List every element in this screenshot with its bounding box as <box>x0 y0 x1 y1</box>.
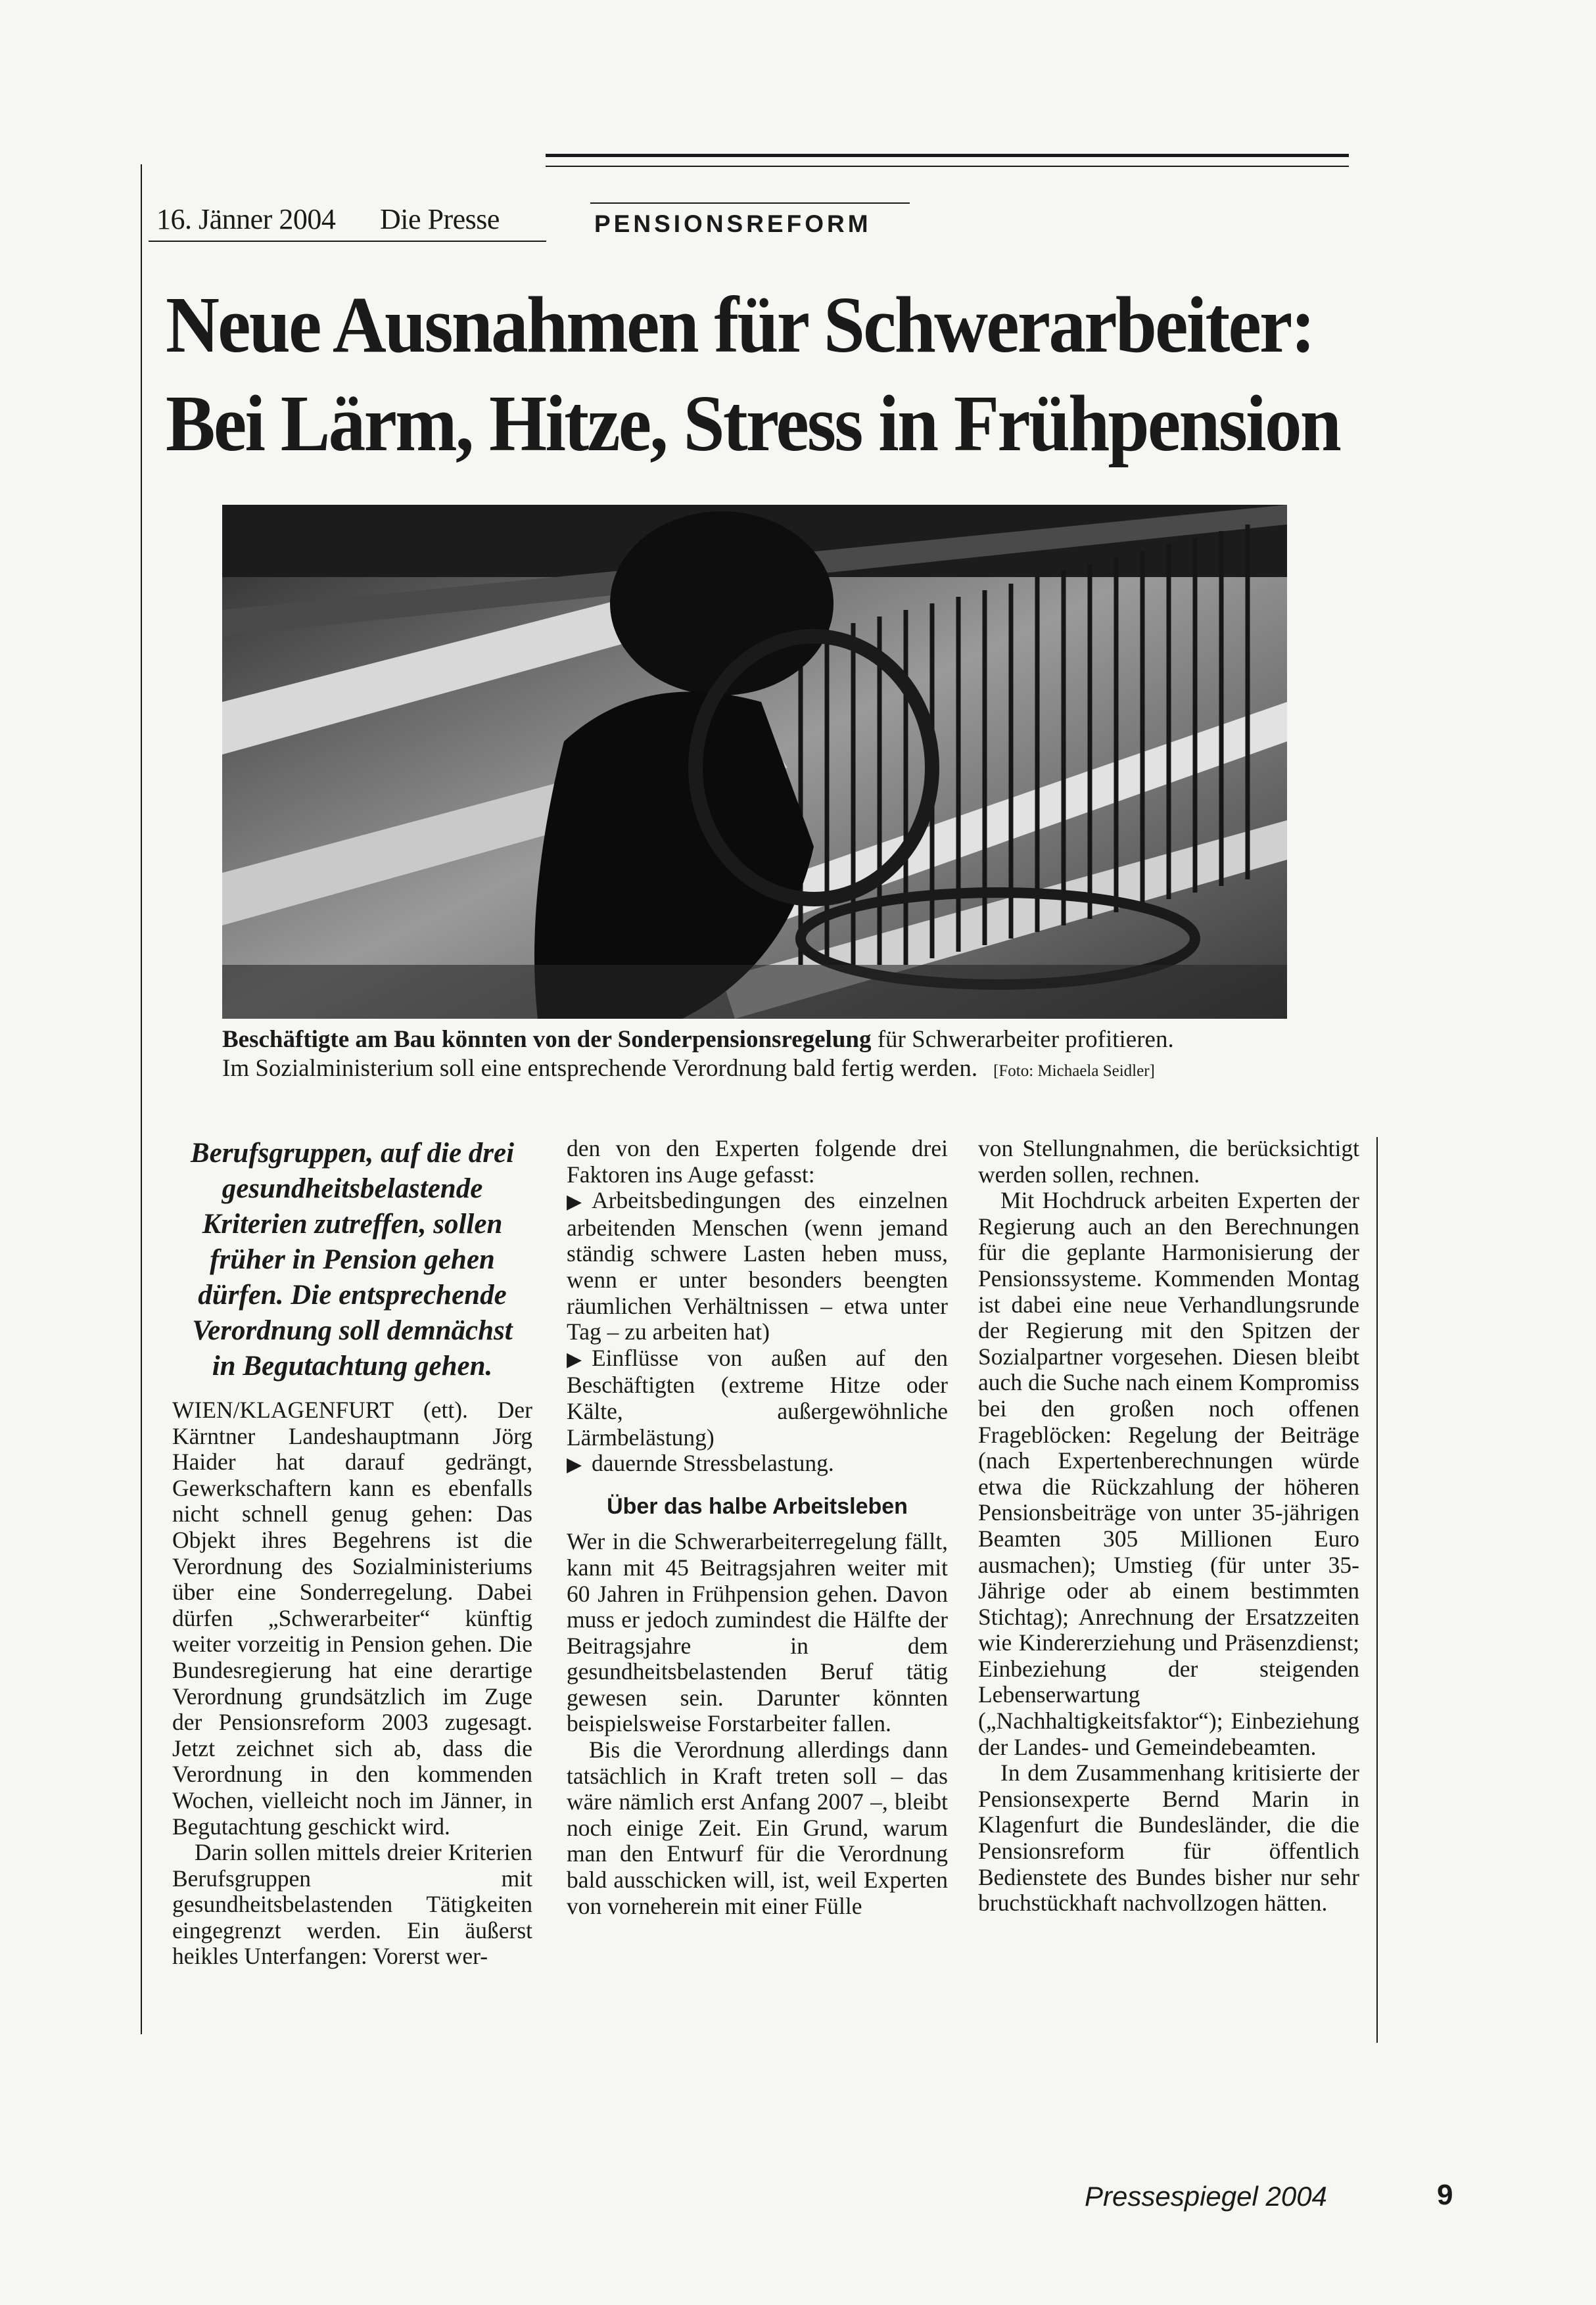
section-tag-overline <box>590 202 910 204</box>
bullet-triangle-icon: ▶ <box>567 1191 582 1213</box>
bullet-text: Einflüsse von außen auf den Beschäftigten (extreme Hitze oder Kälte, außergewöhnliche Lärmbelästung) <box>567 1344 948 1451</box>
bullet-text: dauernde Stressbelastung. <box>592 1450 834 1477</box>
bullet-triangle-icon: ▶ <box>567 1454 582 1476</box>
article-paragraph-text: (ett). Der Kärntner Landeshauptmann Jörg Haider hat darauf gedrängt, Gewerkschaftern kann es ebenfalls nicht schnell genug gehen: Das Objekt ihres Begehrens ist die Verordnung des Sozialministeriums über eine Sonderregelung. Dabei dürfen „Schwerarbeiter“ künftig weiter vorzeitig in Pension gehen. Die Bundesregierung hat eine derartige Verordnung grundsätzlich im Zuge der Pensionsreform 2003 zugesagt. Jetzt zeichnet sich ab, dass die Verordnung in den kommenden Wochen, vielleicht noch im Jänner, in Begutachtung geschickt wird. <box>172 1397 532 1840</box>
bullet-item <box>567 1188 948 1345</box>
bullet-text: Arbeitsbedingungen des einzelnen arbeitenden Menschen (wenn jemand ständig schwere Lasten heben muss, wenn er unter besonders beengten räumlichen Verhältnissen – etwa unter Tag – zu arbeiten hat) <box>567 1187 948 1345</box>
header-underline <box>149 241 546 242</box>
article-paragraph: Darin sollen mittels dreier Kriterien Berufsgruppen mit gesundheitsbelastenden Tätigkeiten eingegrenzt werden. Ein äußerst heikles Unterfangen: Vorerst wer- <box>172 1839 532 1970</box>
footer-publication-title: Pressespiegel 2004 <box>1085 2181 1327 2212</box>
photo-caption <box>222 1025 1287 1086</box>
article-lead: Berufsgruppen, auf die drei gesundheitsbelastende Kriterien zutreffen, sollen früher in Pension gehen dürfen. Die entsprechende Verordnung soll demnächst in Begutachtung gehen. <box>190 1138 515 1382</box>
article-paragraph: von Stellungnahmen, die berücksichtigt werden sollen, rechnen. <box>978 1135 1359 1188</box>
headline-line-1: Neue Ausnahmen für Schwerarbeiter: <box>166 281 1314 369</box>
top-rule-thick <box>546 154 1349 157</box>
article-paragraph: den von den Experten folgende drei Faktoren ins Auge gefasst: <box>567 1135 948 1188</box>
article-column-2 <box>567 1136 948 1919</box>
bullet-triangle-icon: ▶ <box>567 1348 582 1370</box>
article-paragraph: Mit Hochdruck arbeiten Experten der Regierung auch an den Berechnungen für die geplante Harmonisierung der Pensionssysteme. Kommenden Montag ist dabei eine neue Verhandlungsrunde der Regierung mit den Spitzen der Sozialpartner vorgesehen. Diesen bleibt auch die Suche nach einem Kompromiss bei den großen noch offenen Frageblöcken: Regelung der Beiträge (nach Expertenberechnungen würde etwa die Rückzahlung der höheren Pensionsbeiträge von unter 35-jährigen Beamten 305 Millionen Euro ausmachen); Umstieg (für unter 35-Jährige oder ab einem bestimmten Stichtag); Anrechnung der Ersatzzeiten wie Kindererziehung und Präsenzdienst; Einbeziehung der steigenden Lebenserwartung („Nachhaltigkeitsfaktor“); Einbeziehung der Landes- und Gemeindebeamten. <box>978 1187 1359 1760</box>
column-rule-right <box>1376 1137 1378 2043</box>
left-margin-rule <box>141 164 142 2034</box>
construction-worker-photo <box>222 505 1287 1019</box>
dateline: WIEN/KLAGENFURT <box>172 1397 394 1423</box>
article-paragraph <box>172 1397 532 1840</box>
caption-line-2-text: Im Sozialministerium soll eine entsprechende Verordnung bald fertig werden. <box>222 1055 978 1082</box>
subheading: Über das halbe Arbeitsleben <box>607 1493 908 1519</box>
article-paragraph: Bis die Verordnung allerdings dann tatsächlich in Kraft treten soll – das wäre nämlich erst Anfang 2007 –, bleibt noch einige Zeit. Ein Grund, warum man den Entwurf für die Verordnung bald ausschicken will, ist, weil Experten von vorneherein mit einer Fülle <box>567 1736 948 1919</box>
bullet-item <box>567 1451 948 1478</box>
article-paragraph: In dem Zusammenhang kritisierte der Pensionsexperte Bernd Marin in Klagenfurt die Bundesländer, die die Pensionsreform für öffentlich Bedienstete des Bundes bisher nur sehr bruchstückhaft nachvollzogen hätten. <box>978 1759 1359 1917</box>
article-column-3 <box>978 1136 1359 1917</box>
page-number: 9 <box>1437 2179 1453 2211</box>
caption-line-1 <box>222 1025 1287 1054</box>
photo-illustration <box>222 505 1287 1019</box>
newspaper-name: Die Presse <box>380 203 500 235</box>
issue-date: 16. Jänner 2004 <box>156 203 336 235</box>
headline-line-2: Bei Lärm, Hitze, Stress in Frühpension <box>166 379 1340 468</box>
photo-credit: [Foto: Michaela Seidler] <box>993 1062 1155 1080</box>
headline <box>166 276 1340 473</box>
caption-line-2 <box>222 1054 1287 1086</box>
article-column-1 <box>172 1136 532 1970</box>
top-rule-thin <box>546 166 1349 167</box>
bullet-item <box>567 1345 948 1451</box>
caption-rest: für Schwerarbeiter profitieren. <box>871 1026 1174 1053</box>
caption-bold: Beschäftigte am Bau könnten von der Sonderpensionsregelung <box>222 1026 872 1053</box>
article-paragraph: Wer in die Schwerarbeiterregelung fällt, kann mit 45 Beitragsjahren weiter mit 60 Jahren in Frühpension gehen. Davon muss er jedoch zumindest die Hälfte der Beitragsjahre in dem gesundheitsbelastenden Beruf tätig gewesen sein. Darunter könnten beispielsweise Forstarbeiter fallen. <box>567 1528 948 1737</box>
section-tag: PENSIONSREFORM <box>594 210 872 237</box>
